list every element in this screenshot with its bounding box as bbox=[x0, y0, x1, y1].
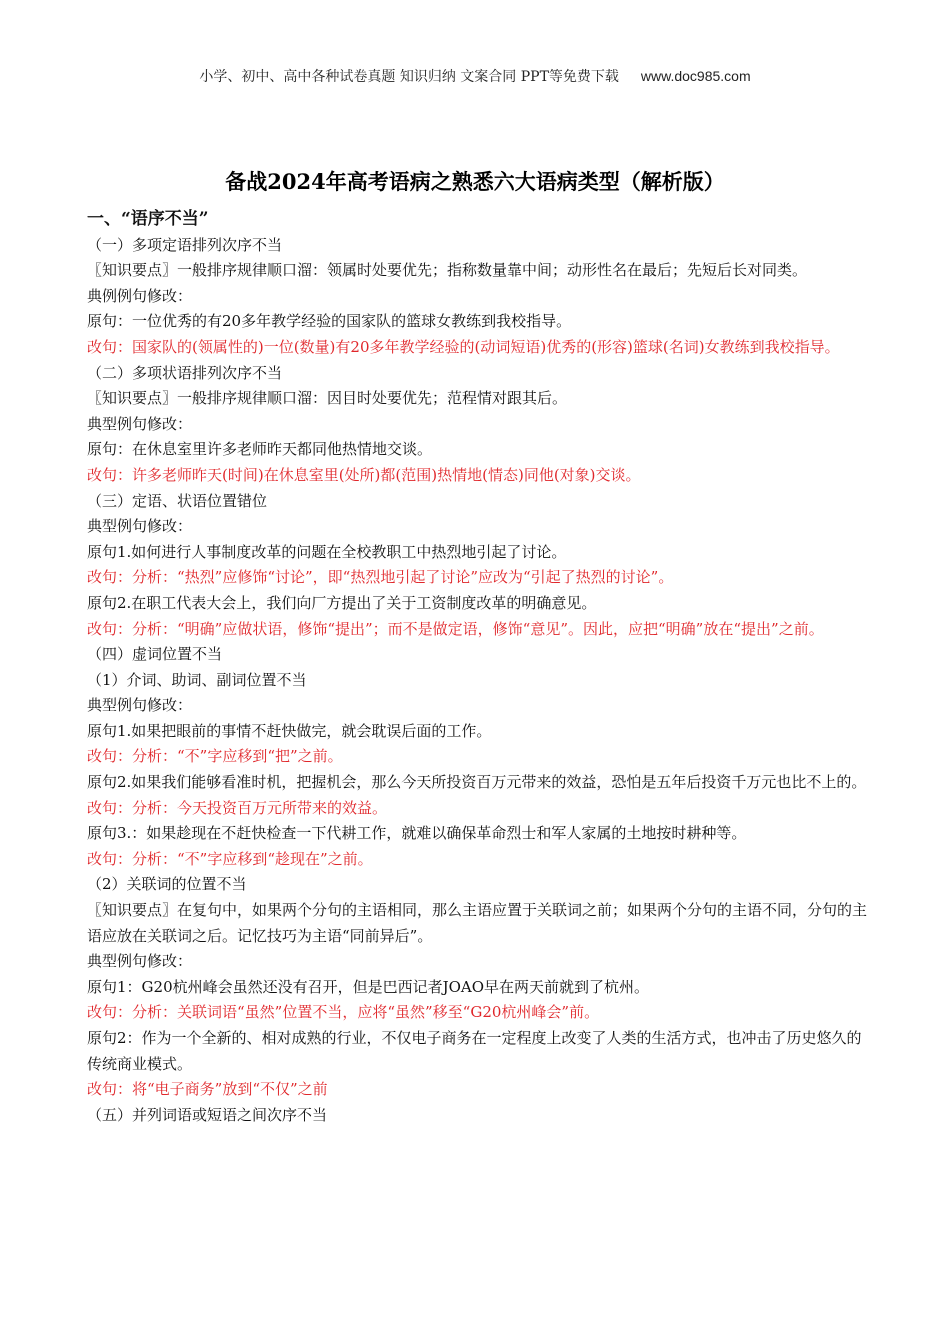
knowledge-point: 〖知识要点〗一般排序规律顺口溜：领属时处要优先；指称数量靠中间；动形性名在最后；先短后长对同类。 bbox=[87, 261, 808, 280]
knowledge-point: 〖知识要点〗在复句中，如果两个分句的主语相同，那么主语应置于关联词之前；如果两个分句的主语不同，分句的主语应放在关联词之后。记忆技巧为主语“同前异后”。 bbox=[87, 901, 868, 945]
subsection-heading: （一）多项定语排列次序不当 bbox=[87, 235, 283, 254]
example-label: 典型例句修改： bbox=[87, 414, 193, 433]
corrected-sentence: 改句：分析：“明确”应做状语，修饰“提出”；而不是做定语，修饰“意见”。因此，应把“明确”放在“提出”之前。 bbox=[87, 619, 824, 638]
corrected-sentence: 改句：国家队的(领属性的)一位(数量)有20多年教学经验的(动词短语)优秀的(形容)篮球(名词)女教练到我校指导。 bbox=[87, 337, 840, 356]
example-label: 典型例句修改： bbox=[87, 517, 193, 536]
subsection-heading: （四）虚词位置不当 bbox=[87, 645, 223, 664]
original-sentence: 原句1.如何进行人事制度改革的问题在全校教职工中热烈地引起了讨论。 bbox=[87, 542, 567, 561]
subsection-heading: （三）定语、状语位置错位 bbox=[87, 491, 268, 510]
header-site-link[interactable]: www.doc985.com bbox=[640, 68, 751, 84]
corrected-sentence: 改句：将“电子商务”放到“不仅”之前 bbox=[87, 1080, 328, 1099]
document-title: 备战2024年高考语病之熟悉六大语病类型（解析版） bbox=[225, 169, 725, 194]
corrected-sentence: 改句：分析：“不”字应移到“趁现在”之前。 bbox=[87, 849, 373, 868]
subsection-heading: （二）多项状语排列次序不当 bbox=[87, 363, 283, 382]
original-sentence: 原句3.：如果趁现在不赶快检查一下代耕工作，就难以确保革命烈士和军人家属的土地按时耕种等。 bbox=[87, 824, 747, 843]
page-header bbox=[0, 66, 950, 86]
knowledge-point: 〖知识要点〗一般排序规律顺口溜：因目时处要优先；范程情对跟其后。 bbox=[87, 389, 568, 408]
original-sentence: 原句2.在职工代表大会上，我们向厂方提出了关于工资制度改革的明确意见。 bbox=[87, 593, 597, 612]
example-label: 典型例句修改： bbox=[87, 696, 193, 715]
corrected-sentence: 改句：许多老师昨天(时间)在休息室里(处所)都(范围)热情地(情态)同他(对象)交谈。 bbox=[87, 465, 641, 484]
corrected-sentence: 改句：分析：“不”字应移到“把”之前。 bbox=[87, 747, 343, 766]
example-label: 典型例句修改： bbox=[87, 952, 193, 971]
corrected-sentence: 改句：分析：关联词语“虽然”位置不当，应将“虽然”移至“G20杭州峰会”前。 bbox=[87, 1003, 600, 1022]
document-body bbox=[87, 207, 867, 1128]
original-sentence: 原句1.如果把眼前的事情不赶快做完，就会耽误后面的工作。 bbox=[87, 721, 492, 740]
section-heading: 一、“语序不当” bbox=[87, 209, 209, 229]
header-text: 小学、初中、高中各种试卷真题 知识归纳 文案合同 PPT等免费下载 bbox=[199, 69, 619, 85]
example-label: 典例例句修改： bbox=[87, 286, 193, 305]
original-sentence: 原句2：作为一个全新的、相对成熟的行业，不仅电子商务在一定程度上改变了人类的生活方式，也冲击了历史悠久的传统商业模式。 bbox=[87, 1029, 862, 1073]
sub-subsection-heading: （2）关联词的位置不当 bbox=[87, 875, 247, 894]
original-sentence: 原句1：G20杭州峰会虽然还没有召开，但是巴西记者JOAO早在两天前就到了杭州。 bbox=[87, 977, 650, 996]
original-sentence: 原句：一位优秀的有20多年教学经验的国家队的篮球女教练到我校指导。 bbox=[87, 312, 572, 331]
original-sentence: 原句：在休息室里许多老师昨天都同他热情地交谈。 bbox=[87, 440, 433, 459]
corrected-sentence: 改句：分析：“热烈”应修饰“讨论”，即“热烈地引起了讨论”应改为“引起了热烈的讨论”。 bbox=[87, 568, 674, 587]
original-sentence: 原句2.如果我们能够看准时机，把握机会，那么今天所投资百万元带来的效益，恐怕是五年后投资千万元也比不上的。 bbox=[87, 773, 867, 792]
corrected-sentence: 改句：分析：今天投资百万元所带来的效益。 bbox=[87, 798, 388, 817]
sub-subsection-heading: （1）介词、助词、副词位置不当 bbox=[87, 670, 307, 689]
subsection-heading: （五）并列词语或短语之间次序不当 bbox=[87, 1105, 328, 1124]
